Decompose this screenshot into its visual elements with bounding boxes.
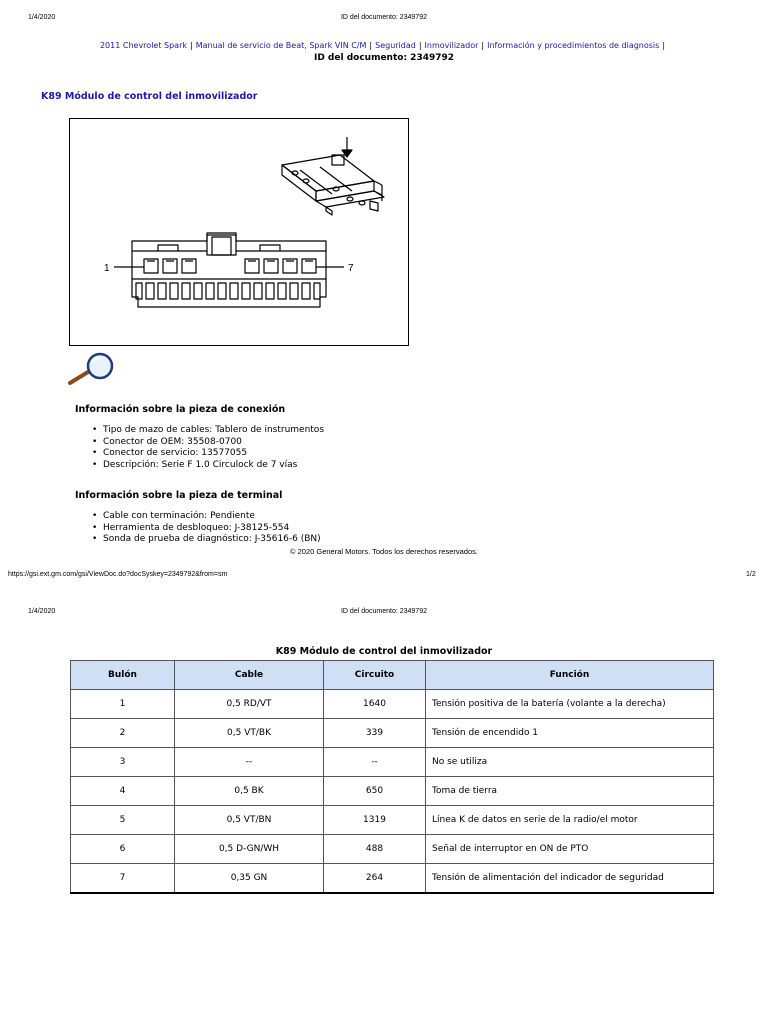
cell-function: Señal de interruptor en ON de PTO (426, 835, 714, 864)
cell-function: Tensión de encendido 1 (426, 719, 714, 748)
connector-figure (69, 118, 409, 346)
list-item: • Descripción: Serie F 1.0 Circulock de 7 vías (75, 460, 324, 472)
page2-header-id: ID del documento: 2349792 (340, 608, 427, 615)
cell-pin: 5 (71, 806, 175, 835)
cell-circuit: 339 (324, 719, 426, 748)
table-header-row (71, 661, 714, 690)
table-row (71, 864, 714, 894)
cell-wire: -- (175, 748, 324, 777)
cell-circuit: 264 (324, 864, 426, 894)
cell-wire: 0,5 VT/BN (175, 806, 324, 835)
table-row (71, 719, 714, 748)
cell-function: Tensión de alimentación del indicador de seguridad (426, 864, 714, 894)
page1-header-id: ID del documento: 2349792 (340, 14, 427, 21)
cell-pin: 3 (71, 748, 175, 777)
terminal-info-list (75, 511, 321, 546)
connector-info-list (75, 425, 324, 471)
cell-circuit: 650 (324, 777, 426, 806)
copyright: © 2020 General Motors. Todos los derechos reservados. (290, 547, 478, 556)
cell-circuit: 1319 (324, 806, 426, 835)
cell-circuit: 488 (324, 835, 426, 864)
breadcrumb-item-immobilizer[interactable]: Inmovilizador (424, 41, 479, 50)
cell-circuit: 1640 (324, 690, 426, 719)
cell-pin: 6 (71, 835, 175, 864)
list-item: • Sonda de prueba de diagnóstico: J-35616-6 (BN) (75, 534, 321, 546)
connector-info-heading: Información sobre la pieza de conexión (75, 404, 286, 415)
cell-function: Línea K de datos en serie de la radio/el motor (426, 806, 714, 835)
cell-pin: 4 (71, 777, 175, 806)
pin-label-first: 1 (104, 263, 110, 274)
breadcrumb-item-diagnosis[interactable]: Información y procedimientos de diagnosis (487, 41, 660, 50)
table-row (71, 806, 714, 835)
cell-function: No se utiliza (426, 748, 714, 777)
page1-date: 1/4/2020 (28, 14, 56, 21)
column-header-pin: Bulón (71, 661, 175, 690)
column-header-circuit: Circuito (324, 661, 426, 690)
cell-wire: 0,5 BK (175, 777, 324, 806)
document-id: ID del documento: 2349792 (313, 53, 455, 63)
list-item: • Cable con terminación: Pendiente (75, 511, 321, 523)
pinout-table (70, 660, 714, 894)
table-title: K89 Módulo de control del inmovilizador (275, 646, 493, 657)
list-item: • Herramienta de desbloqueo: J-38125-554 (75, 523, 321, 535)
cell-wire: 0,35 GN (175, 864, 324, 894)
cell-wire: 0,5 VT/BK (175, 719, 324, 748)
pin-label-last: 7 (348, 263, 354, 274)
breadcrumb-item-security[interactable]: Seguridad (375, 41, 416, 50)
cell-pin: 1 (71, 690, 175, 719)
list-item: • Conector de OEM: 35508-0700 (75, 437, 324, 449)
cell-wire: 0,5 RD/VT (175, 690, 324, 719)
connector-drawing (70, 119, 408, 345)
column-header-function: Función (426, 661, 714, 690)
breadcrumb-item-vehicle[interactable]: 2011 Chevrolet Spark (99, 41, 187, 50)
list-item: • Conector de servicio: 13577055 (75, 448, 324, 460)
cell-function: Tensión positiva de la batería (volante a la derecha) (426, 690, 714, 719)
footer-url[interactable]: https://gsi.ext.gm.com/gsi/ViewDoc.do?docSyskey=2349792&from=sm (8, 571, 228, 578)
cell-function: Toma de tierra (426, 777, 714, 806)
table-row (71, 777, 714, 806)
list-item: • Tipo de mazo de cables: Tablero de instrumentos (75, 425, 324, 437)
breadcrumb: 2011 Chevrolet Spark | Manual de servicio de Beat, Spark VIN C/M | Seguridad | Inmovilizador | Información y procedimientos de diagnosis | (99, 41, 666, 50)
column-header-wire: Cable (175, 661, 324, 690)
breadcrumb-item-manual[interactable]: Manual de servicio de Beat, Spark VIN C/M (195, 41, 367, 50)
footer-page-number: 1/2 (746, 571, 756, 578)
page2-date: 1/4/2020 (28, 608, 56, 615)
table-row (71, 690, 714, 719)
magnifier-icon[interactable] (66, 352, 118, 386)
cell-pin: 7 (71, 864, 175, 894)
cell-pin: 2 (71, 719, 175, 748)
cell-circuit: -- (324, 748, 426, 777)
cell-wire: 0,5 D-GN/WH (175, 835, 324, 864)
page-title: K89 Módulo de control del inmovilizador (41, 91, 258, 102)
terminal-info-heading: Información sobre la pieza de terminal (75, 490, 283, 501)
table-row (71, 748, 714, 777)
table-row (71, 835, 714, 864)
